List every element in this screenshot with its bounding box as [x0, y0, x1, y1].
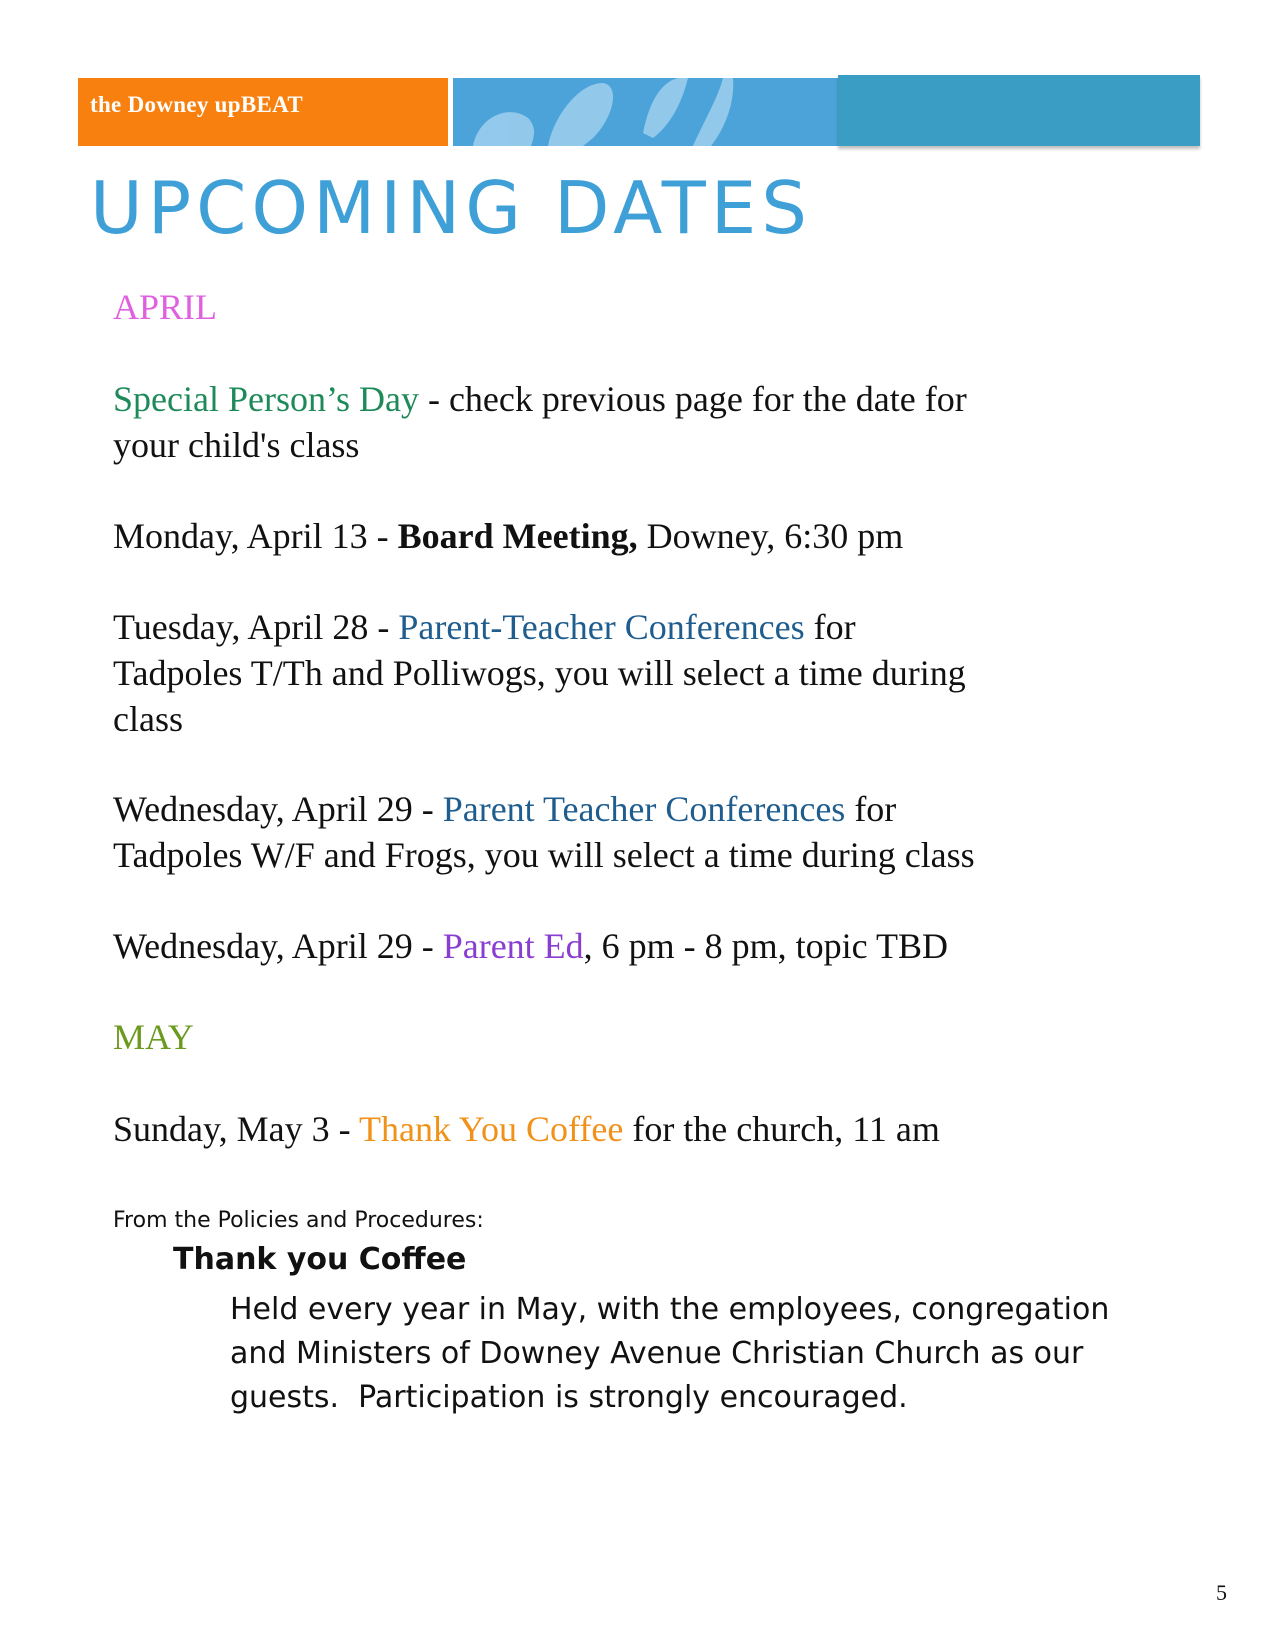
- event-date: Monday, April 13 -: [113, 516, 398, 556]
- event-parent-ed: [113, 923, 948, 969]
- event-thank-you-coffee: [113, 1106, 940, 1152]
- header-orange-banner: [78, 78, 448, 146]
- policy-line: Held every year in May, with the employees, congregation: [230, 1292, 1110, 1327]
- thank-you-coffee-label: Thank You Coffee: [359, 1109, 624, 1149]
- ptc-label: Parent Teacher Conferences: [442, 789, 846, 829]
- event-text: for the church, 11 am: [623, 1109, 940, 1149]
- page-title: UPCOMING DATES: [90, 166, 812, 250]
- policy-body: [230, 1288, 1130, 1420]
- butterfly-icon: [453, 78, 838, 146]
- ptc-label: Parent-Teacher Conferences: [398, 607, 805, 647]
- policy-line: and Ministers of Downey Avenue Christian Church as our: [230, 1336, 1084, 1371]
- event-date: Wednesday, April 29 -: [113, 789, 443, 829]
- special-persons-day-label: Special Person’s Day: [113, 379, 419, 419]
- event-ptc-1: [113, 604, 856, 650]
- event-text: , 6 pm - 8 pm, topic TBD: [583, 926, 948, 966]
- event-date: Tuesday, April 28 -: [113, 607, 399, 647]
- header-butterfly-banner: [453, 78, 838, 146]
- month-heading-may: MAY: [113, 1017, 194, 1057]
- event-ptc-2-line2: Tadpoles W/F and Frogs, you will select a time during class: [113, 835, 975, 875]
- publication-name: the Downey upBEAT: [90, 92, 303, 117]
- event-ptc-2: [113, 786, 896, 832]
- event-ptc-1-line3: class: [113, 699, 183, 739]
- event-text: Downey, 6:30 pm: [637, 516, 904, 556]
- event-date: Wednesday, April 29 -: [113, 926, 443, 966]
- policy-heading: From the Policies and Procedures:: [113, 1208, 484, 1233]
- event-ptc-1-line2: Tadpoles T/Th and Polliwogs, you will select a time during: [113, 653, 966, 693]
- event-text: - check previous page for the date for: [418, 379, 967, 419]
- event-special-persons-day: [113, 376, 967, 422]
- policy-line: guests. Participation is strongly encouraged.: [230, 1380, 908, 1415]
- policy-title: Thank you Coffee: [173, 1242, 467, 1277]
- event-date: Sunday, May 3 -: [113, 1109, 359, 1149]
- event-special-persons-day-cont: your child's class: [113, 425, 360, 465]
- event-text: for: [845, 789, 897, 829]
- board-meeting-label: Board Meeting,: [397, 516, 638, 556]
- month-heading-april: APRIL: [113, 287, 218, 327]
- header-teal-banner: [838, 75, 1200, 146]
- event-text: for: [804, 607, 856, 647]
- parent-ed-label: Parent Ed: [442, 926, 584, 966]
- page-number: 5: [1216, 1580, 1227, 1605]
- event-board-meeting: [113, 513, 903, 559]
